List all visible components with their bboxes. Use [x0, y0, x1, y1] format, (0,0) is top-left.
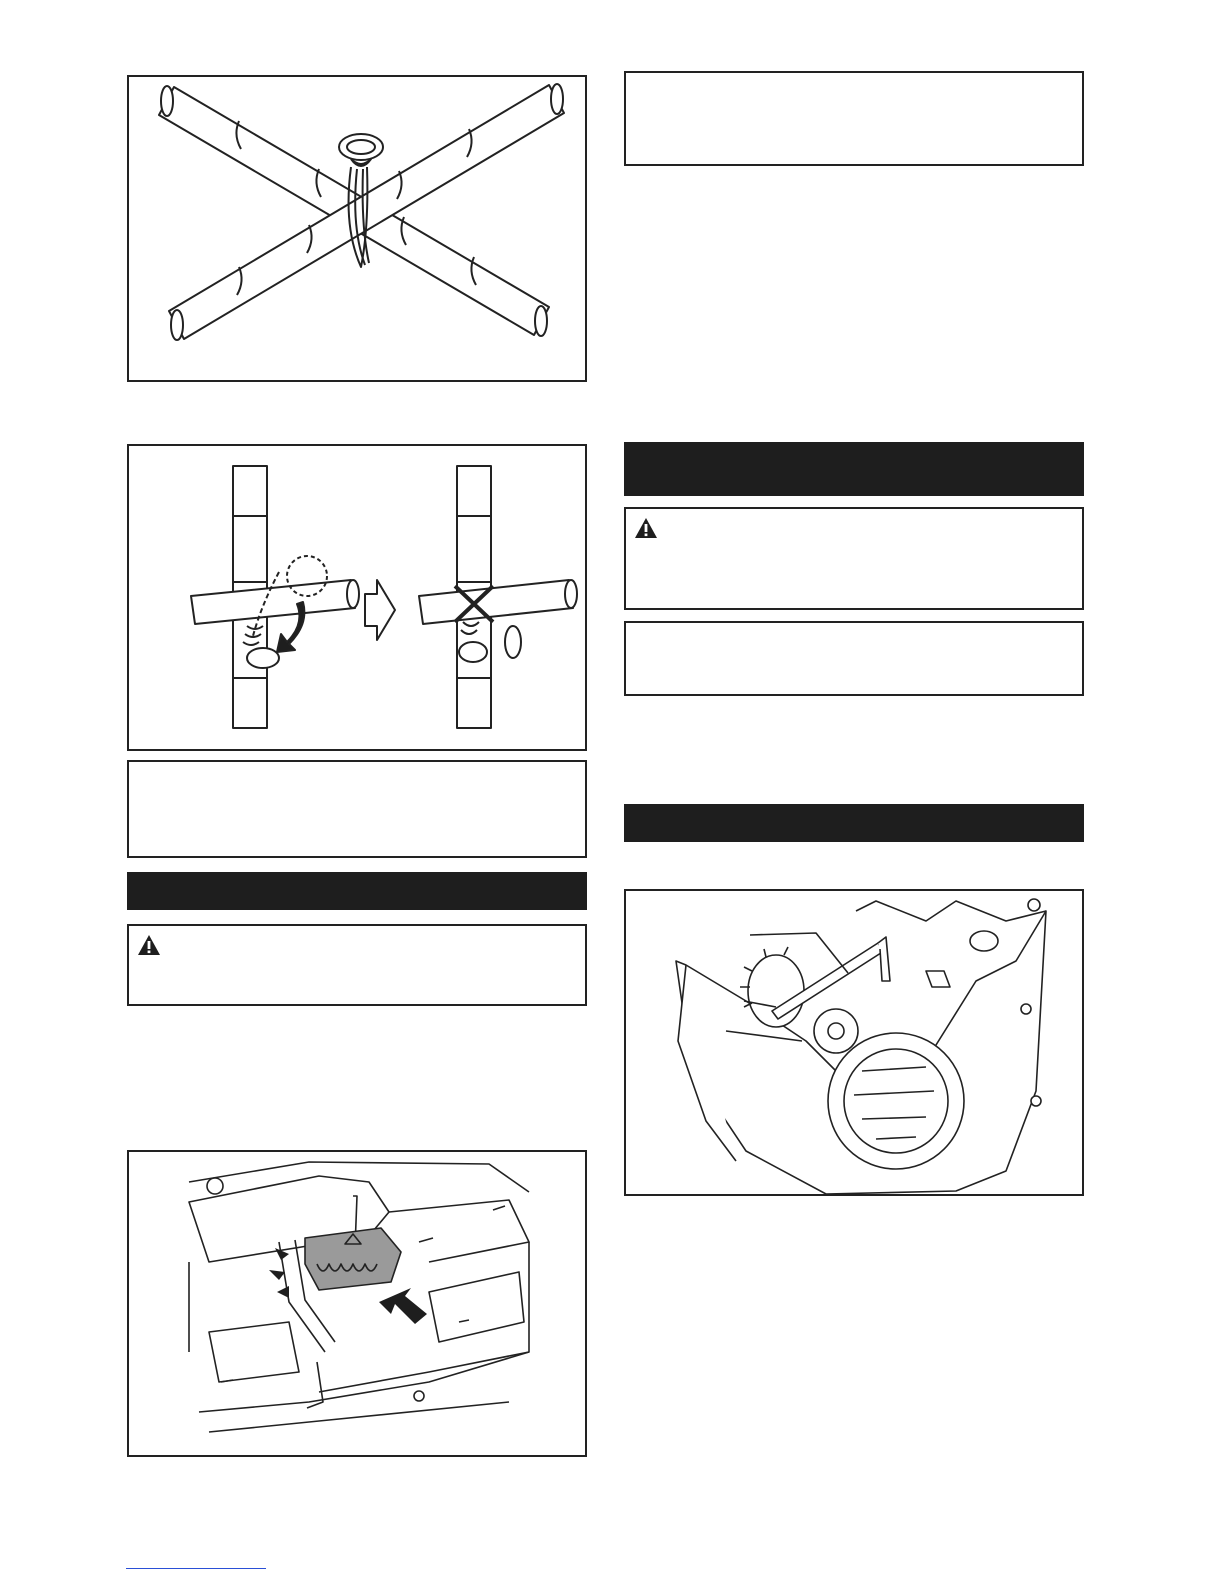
- figure-tie-wrap-sequence: [127, 444, 587, 751]
- tie-wrap-illustration: [129, 446, 585, 749]
- warning-box-right: [624, 507, 1084, 610]
- button-press-illustration: [129, 1152, 585, 1455]
- figure-button-press: [127, 1150, 587, 1457]
- section-header-bar-left: [127, 872, 587, 910]
- bamboo-cross-illustration: [129, 77, 585, 380]
- section-header-bar-right-2: [624, 804, 1084, 842]
- notice-box-right-top: [624, 71, 1084, 166]
- warning-triangle-icon: [137, 934, 161, 956]
- warning-triangle-icon: [634, 517, 658, 539]
- footer-link[interactable]: [126, 1554, 266, 1569]
- section-header-bar-right-1: [624, 442, 1084, 496]
- figure-hex-wrench-storage: [624, 889, 1084, 1196]
- notice-box-left: [127, 760, 587, 858]
- hex-wrench-illustration: [626, 891, 1082, 1194]
- notice-box-right: [624, 621, 1084, 696]
- warning-box-left: [127, 924, 587, 1006]
- figure-bamboo-cross-tie: [127, 75, 587, 382]
